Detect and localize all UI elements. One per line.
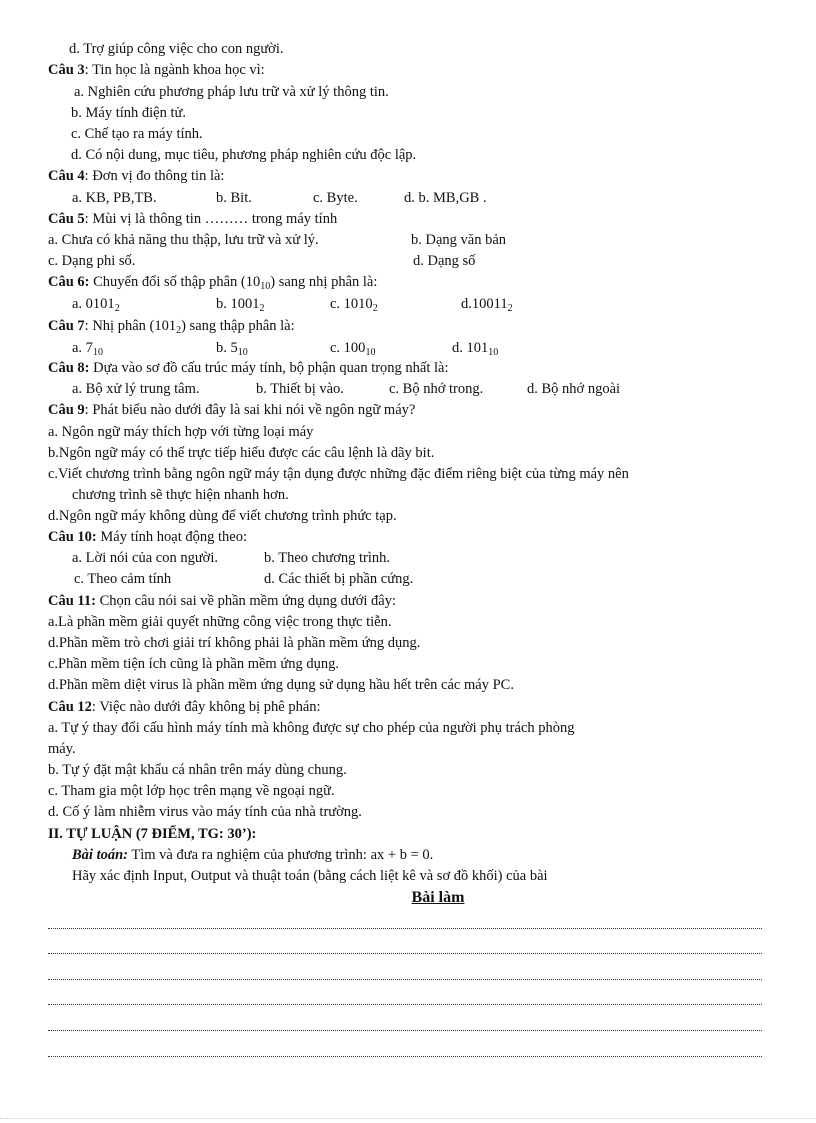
q10-option-d: d. Các thiết bị phần cứng. [264,571,414,587]
q5-label: Câu 5 [48,211,85,227]
q10-label: Câu 10: [48,529,97,545]
q3-option-d: d. Có nội dung, mục tiêu, phương pháp nghiên cứu độc lập. [71,147,417,163]
q9-text: : Phát biểu nào dưới đây là sai khi nói về ngôn ngữ máy? [84,402,416,418]
q4-option-c: c. Byte. [313,190,358,206]
part2-heading: II. TỰ LUẬN (7 ĐIỂM, TG: 30’): [48,826,257,842]
q7-text-pre: : Nhị phân (101 [84,318,177,334]
question-6 [48,273,377,291]
q9-option-c-cont: chương trình sẽ thực hiện nhanh hơn. [72,487,289,503]
q6-text-pre: Chuyển đổi số thập phân (10 [89,274,261,290]
part2-task: Hãy xác định Input, Output và thuật toán (bằng cách liệt kê và sơ đồ khối) của bài [72,868,548,884]
q7-option-d [452,339,498,357]
q7-label: Câu 7 [48,318,85,334]
q2-option-d: d. Trợ giúp công việc cho con người. [69,41,284,57]
q11-option-a: a.Là phần mềm giải quyết những công việc trong thực tiễn. [48,614,392,630]
q6-text-sub: 10 [260,281,271,292]
q9-option-b: b.Ngôn ngữ máy có thể trực tiếp hiểu được các câu lệnh là dãy bit. [48,445,435,461]
q7-text-post: ) sang thập phân là: [181,318,295,334]
q8-label: Câu 8: [48,360,90,376]
q3-text: : Tin học là ngành khoa học vì: [84,62,265,78]
q12-option-d: d. Cố ý làm nhiễm virus vào máy tính của nhà trường. [48,804,362,820]
question-12 [48,698,321,716]
q9-option-a: a. Ngôn ngữ máy thích hợp với từng loại máy [48,424,314,440]
q4-option-d: d. b. MB,GB . [404,190,487,206]
q3-option-b: b. Máy tính điện tử. [71,105,186,121]
q7-option-a-text: a. 7 [72,340,93,356]
answer-line[interactable] [48,928,762,929]
q5-option-a: a. Chưa có khả năng thu thập, lưu trữ và xử lý. [48,232,319,248]
q3-option-a: a. Nghiên cứu phương pháp lưu trữ và xử lý thông tin. [74,84,389,100]
q7-option-d-text: d. 101 [452,340,489,356]
q6-option-d-sub: 2 [507,303,513,314]
q6-option-b-sub: 2 [259,303,265,314]
q10-option-b: b. Theo chương trình. [264,550,391,566]
q8-option-a: a. Bộ xử lý trung tâm. [72,381,200,397]
page-bottom-divider [0,1118,816,1119]
q11-option-b: d.Phần mềm trò chơi giải trí không phải là phần mềm ứng dụng. [48,635,421,651]
q10-option-a: a. Lời nói của con người. [72,550,219,566]
q7-option-c-text: c. 100 [330,340,366,356]
q5-option-c: c. Dạng phi số. [48,253,136,269]
part2-problem [72,846,433,864]
q3-label: Câu 3 [48,62,85,78]
q12-option-a-cont: máy. [48,741,76,757]
question-4 [48,167,224,185]
q6-option-a-sub: 2 [114,303,120,314]
q6-text-post: ) sang nhị phân là: [270,274,378,290]
q4-text: : Đơn vị đo thông tin là: [84,168,225,184]
q9-option-d: d.Ngôn ngữ máy không dùng để viết chương trình phức tạp. [48,508,397,524]
q11-text: Chọn câu nói sai về phần mềm ứng dụng dưới đây: [95,593,396,609]
q8-option-d: d. Bộ nhớ ngoài [527,381,621,397]
q7-option-c [330,339,375,357]
q11-option-d: d.Phần mềm diệt virus là phần mềm ứng dụng sử dụng hầu hết trên các máy PC. [48,677,514,693]
q5-text: : Mùi vị là thông tin ……… trong máy tính [84,211,338,227]
q6-option-a [72,295,120,313]
q10-text: Máy tính hoạt động theo: [96,529,247,545]
q6-option-b [216,295,265,313]
answer-line[interactable] [48,1056,762,1057]
q12-text: : Việc nào dưới đây không bị phê phán: [91,699,321,715]
question-10 [48,528,247,546]
q6-option-a-text: a. 0101 [72,296,115,312]
question-8 [48,359,449,377]
q11-option-c: c.Phần mềm tiện ích cũng là phần mềm ứng dụng. [48,656,339,672]
q6-option-c [330,295,378,313]
q3-option-c: c. Chế tạo ra máy tính. [71,126,203,142]
q10-option-c: c. Theo cảm tính [74,571,172,587]
question-3 [48,61,265,79]
answer-line[interactable] [48,953,762,954]
question-9 [48,401,415,419]
q7-option-a-sub: 10 [92,347,103,358]
answer-heading: Bài làm [411,889,465,906]
q7-option-b-text: b. 5 [216,340,238,356]
answer-line[interactable] [48,1030,762,1031]
answer-line[interactable] [48,1004,762,1005]
q5-option-d: d. Dạng số [413,253,476,269]
q9-option-c: c.Viết chương trình bằng ngôn ngữ máy tận dụng được những đặc điểm riêng biệt của từng máy nên [48,466,629,482]
question-5 [48,210,337,228]
q6-option-b-text: b. 1001 [216,296,260,312]
q6-label: Câu 6: [48,274,90,290]
q4-label: Câu 4 [48,168,85,184]
q11-label: Câu 11: [48,593,96,609]
q6-option-d [461,295,513,313]
q7-option-b [216,339,248,357]
problem-label: Bài toán: [72,847,128,863]
q9-label: Câu 9 [48,402,85,418]
answer-line[interactable] [48,979,762,980]
q7-option-d-sub: 10 [488,347,499,358]
q5-option-b: b. Dạng văn bản [411,232,507,248]
q12-label: Câu 12 [48,699,92,715]
q12-option-c: c. Tham gia một lớp học trên mạng về ngoại ngữ. [48,783,335,799]
q8-option-b: b. Thiết bị vào. [256,381,344,397]
q7-option-a [72,339,103,357]
q12-option-b: b. Tự ý đặt mật khẩu cá nhân trên máy dùng chung. [48,762,347,778]
question-7 [48,317,295,335]
question-11 [48,592,396,610]
q8-option-c: c. Bộ nhớ trong. [389,381,484,397]
q6-option-c-sub: 2 [372,303,378,314]
problem-text: Tìm và đưa ra nghiệm của phương trình: ax + b = 0. [128,847,434,863]
q4-option-b: b. Bit. [216,190,252,206]
q7-option-c-sub: 10 [365,347,376,358]
q6-option-c-text: c. 1010 [330,296,373,312]
q7-option-b-sub: 10 [237,347,248,358]
q6-option-d-text: d.10011 [461,296,508,312]
q7-text-sub: 2 [176,325,182,336]
q8-text: Dựa vào sơ đồ cấu trúc máy tính, bộ phận quan trọng nhất là: [89,360,449,376]
q12-option-a: a. Tự ý thay đổi cấu hình máy tính mà không được sự cho phép của người phụ trách phòng [48,720,575,736]
q4-option-a: a. KB, PB,TB. [72,190,157,206]
